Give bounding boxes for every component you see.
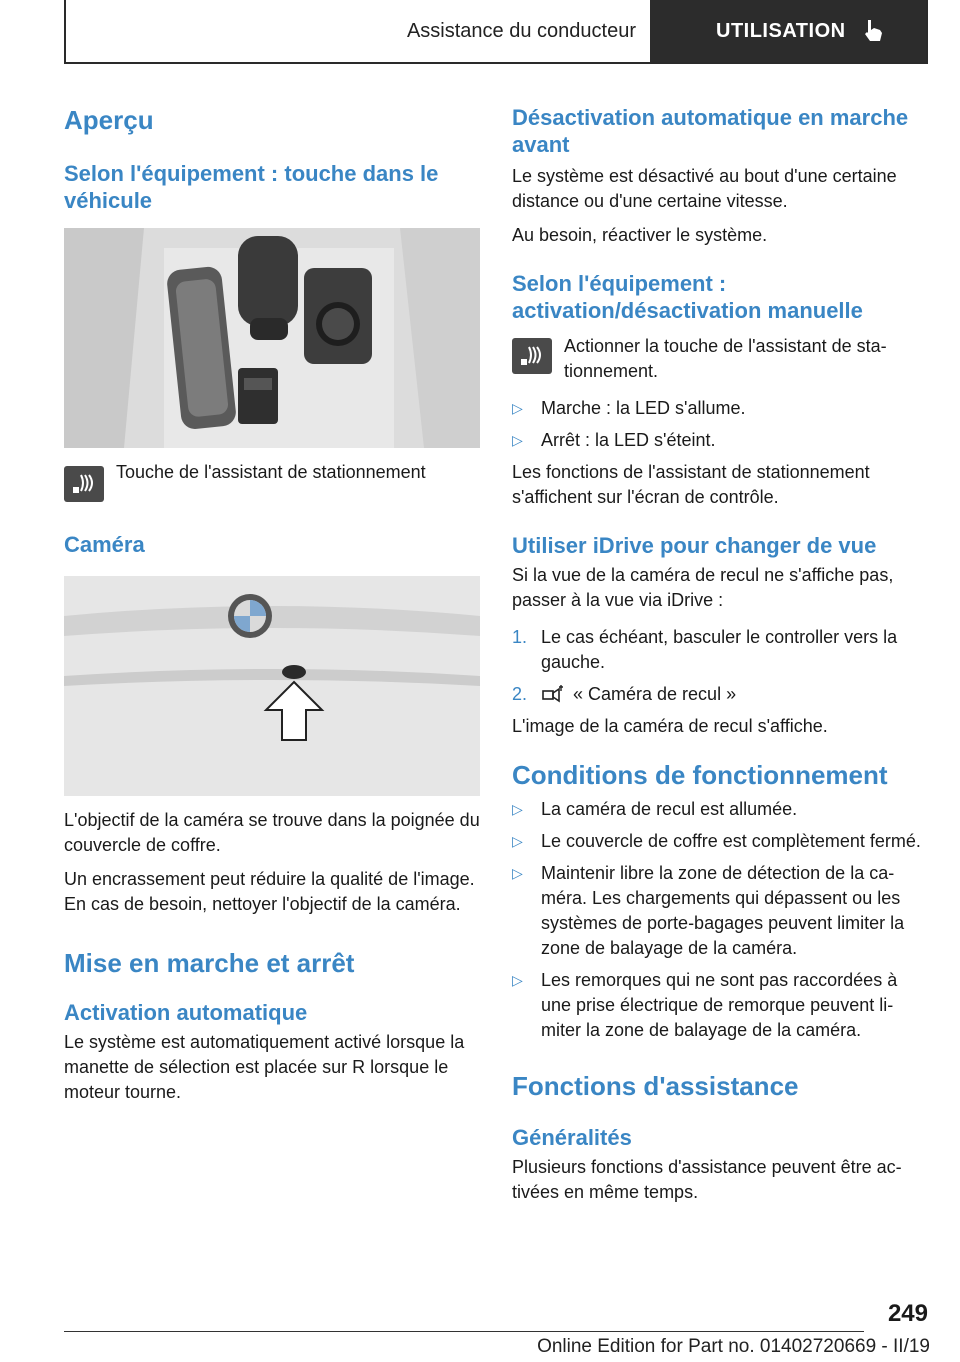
auto-deactivation-heading: Désactivation automatique en marche avant	[512, 105, 909, 157]
idrive-heading: Utiliser iDrive pour changer de vue	[512, 533, 877, 558]
camera-paragraph-1: L'objectif de la caméra se trouve dans la poignée du couvercle de coffre.	[64, 810, 480, 855]
manual-activation-list	[512, 396, 928, 453]
list-item: ▷ La caméra de recul est allumée.	[512, 797, 928, 822]
chapter-tab	[650, 0, 926, 62]
pointing-hand-icon	[862, 18, 884, 44]
equipment-button-heading: Selon l'équipement : touche dans le véhicule	[64, 161, 439, 213]
list-item: 2. « Caméra de recul »	[512, 682, 928, 707]
triangle-bullet-icon: ▷	[512, 432, 523, 448]
chapter-title: UTILISATION	[716, 19, 846, 42]
list-item: 1. Le cas échéant, basculer le controller vers la gauche.	[512, 627, 898, 672]
manual-activation-heading: Selon l'équipement : activation/désactivation manuelle	[512, 271, 863, 323]
center-console-photo	[64, 228, 480, 448]
triangle-bullet-icon: ▷	[512, 833, 523, 849]
camera-heading: Caméra	[64, 532, 145, 557]
manual-activation-after: Les fonctions de l'assistant de stationnement s'affichent sur l'écran de contrôle.	[512, 462, 870, 507]
right-column	[512, 100, 928, 1205]
parking-assistant-icon	[64, 466, 104, 502]
triangle-bullet-icon: ▷	[512, 801, 523, 817]
camera-paragraph-2: Un encrassement peut réduire la qualité de l'image. En cas de besoin, nettoyer l'objectif de la caméra.	[64, 869, 475, 914]
manual-activation-paragraph: Actionner la touche de l'assistant de sta-tionnement.	[564, 336, 887, 381]
tailgate-camera-photo	[64, 576, 480, 796]
triangle-bullet-icon: ▷	[512, 865, 523, 881]
on-off-heading: Mise en marche et arrêt	[64, 948, 355, 978]
auto-deactivation-paragraph-1: Le système est désactivé au bout d'une certaine distance ou d'une certaine vitesse.	[512, 166, 897, 211]
auto-deactivation-paragraph-2: Au besoin, réactiver le système.	[512, 225, 768, 245]
section-title: Assistance du conducteur	[406, 19, 636, 42]
assistance-functions-heading: Fonctions d'assistance	[512, 1071, 799, 1101]
general-paragraph: Plusieurs fonctions d'assistance peuvent être ac-tivées en même temps.	[512, 1157, 902, 1202]
general-heading: Généralités	[512, 1125, 632, 1150]
idrive-steps	[512, 625, 928, 707]
button-caption: Touche de l'assistant de stationnement	[116, 462, 426, 482]
footer-divider	[64, 1331, 864, 1332]
triangle-bullet-icon: ▷	[512, 400, 523, 416]
list-item: ▷ Le couvercle de coffre est complètement fermé.	[512, 829, 928, 854]
overview-heading: Aperçu	[64, 105, 154, 135]
manual-activation-row	[512, 338, 928, 384]
step-number: 1.	[512, 627, 528, 647]
rear-camera-icon	[541, 683, 567, 703]
automatic-activation-heading: Activation automatique	[64, 1000, 308, 1025]
conditions-heading: Conditions de fonctionnement	[512, 760, 888, 790]
page-number: 249	[887, 1300, 928, 1327]
list-item: ▷ Arrêt : la LED s'éteint.	[512, 428, 928, 453]
triangle-bullet-icon: ▷	[512, 972, 523, 988]
parking-assistant-icon	[512, 338, 552, 374]
left-column	[64, 100, 480, 1105]
list-item: ▷ Maintenir libre la zone de détection de la ca-méra. Les chargements qui dépassent ou les systèmes de porte-bagages peuvent limiter la zone de balayage de la caméra.	[512, 863, 905, 958]
step-number: 2.	[512, 684, 528, 704]
list-item: ▷ Marche : la LED s'allume.	[512, 396, 928, 421]
button-caption-row	[64, 462, 480, 502]
automatic-activation-paragraph: Le système est automatiquement activé lorsque la manette de sélection est placée sur R lorsque le moteur tourne.	[64, 1032, 465, 1102]
footer-edition: Online Edition for Part no. 01402720669 - II/19	[537, 1336, 930, 1357]
conditions-list	[512, 797, 928, 1043]
idrive-paragraph: Si la vue de la caméra de recul ne s'affiche pas, passer à la vue via iDrive :	[512, 565, 894, 610]
list-item: ▷ Les remorques qui ne sont pas raccordées à une prise électrique de remorque peuvent li-miter la zone de balayage de la caméra.	[512, 970, 898, 1040]
idrive-after: L'image de la caméra de recul s'affiche.	[512, 716, 828, 736]
